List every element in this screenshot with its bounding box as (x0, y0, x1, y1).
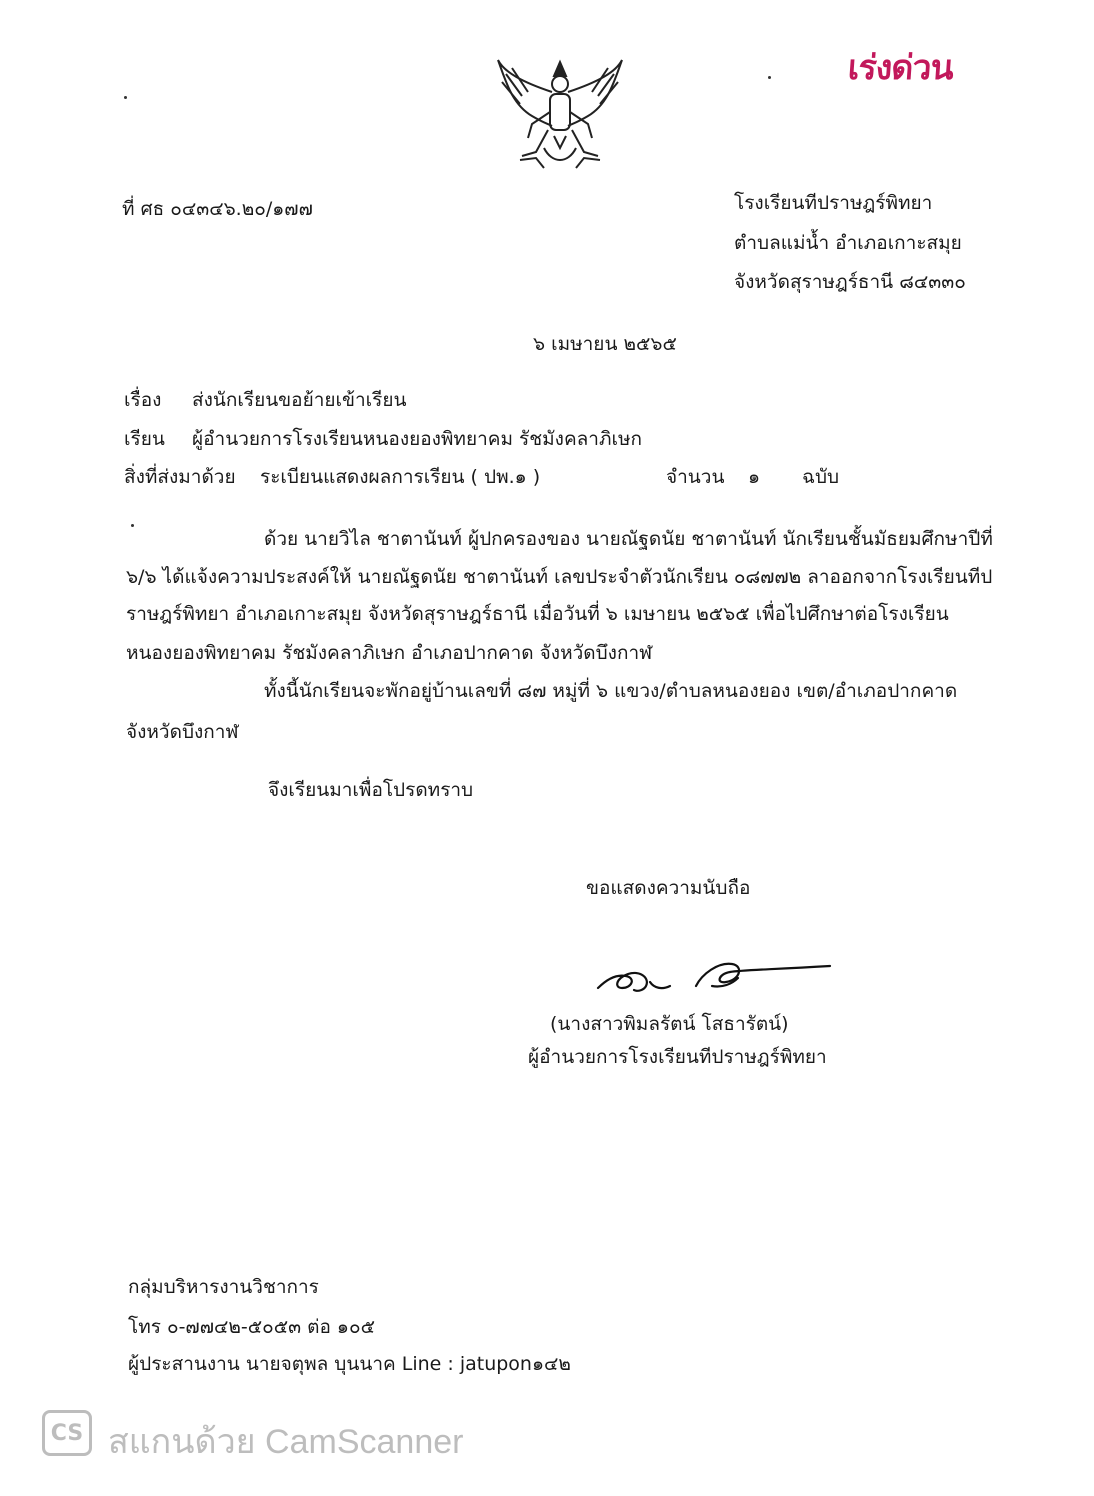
school-subdistrict: ตำบลแม่น้ำ อำเภอเกาะสมุย (734, 232, 962, 254)
complimentary-close: ขอแสดงความนับถือ (586, 877, 751, 899)
subject-label: เรื่อง (124, 389, 162, 411)
body-line: ด้วย นายวิไล ชาตานันท์ ผู้ปกครองของ นายณัฐดนัย ชาตานันท์ นักเรียนชั้นมัธยมศึกษาปีที่ (264, 528, 993, 550)
recipient-label: เรียน (124, 428, 165, 450)
urgent-stamp: เร่งด่วน (846, 48, 955, 88)
scan-speck (124, 96, 127, 99)
body-line: จังหวัดบึงกาฬ (126, 721, 239, 743)
enclosure-amount: ๑ (748, 466, 761, 488)
body-line: ทั้งนี้นักเรียนจะพักอยู่บ้านเลขที่ ๘๗ หมู่ที่ ๖ แขวง/ตำบลหนองยอง เขต/อำเภอปากคาด (264, 680, 958, 702)
reference-number: ที่ ศธ ๐๔๓๔๖.๒๐/๑๗๗ (122, 198, 313, 220)
body-line: หนองยองพิทยาคม รัชมังคลาภิเษก อำเภอปากคาด จังหวัดบึงกาฬ (126, 642, 653, 664)
signatory-position: ผู้อำนวยการโรงเรียนทีปราษฎร์พิทยา (528, 1046, 827, 1068)
enclosure-unit: ฉบับ (802, 466, 840, 488)
camscanner-logo-icon: CS (42, 1410, 92, 1456)
enclosure-amount-label: จำนวน (666, 466, 725, 488)
subject-text: ส่งนักเรียนขอย้ายเข้าเรียน (192, 389, 407, 411)
enclosure-label: สิ่งที่ส่งมาด้วย (124, 466, 236, 488)
letter-date: ๖ เมษายน ๒๕๖๕ (533, 333, 677, 355)
footer-department: กลุ่มบริหารงานวิชาการ (128, 1276, 319, 1298)
school-province: จังหวัดสุราษฎร์ธานี ๘๔๓๓๐ (734, 271, 966, 293)
recipient-text: ผู้อำนวยการโรงเรียนหนองยองพิทยาคม รัชมังคลาภิเษก (192, 428, 643, 450)
enclosure-text: ระเบียนแสดงผลการเรียน ( ปพ.๑ ) (260, 466, 541, 488)
footer-phone: โทร ๐-๗๗๔๒-๕๐๕๓ ต่อ ๑๐๕ (128, 1316, 375, 1338)
handwritten-signature (592, 952, 836, 1002)
scan-speck (768, 76, 771, 79)
closing-request: จึงเรียนมาเพื่อโปรดทราบ (268, 779, 474, 801)
signatory-name: (นางสาวพิมลรัตน์ โสธารัตน์) (550, 1013, 789, 1035)
body-line: ราษฎร์พิทยา อำเภอเกาะสมุย จังหวัดสุราษฎร์ธานี เมื่อวันที่ ๖ เมษายน ๒๕๖๕ เพื่อไปศึกษาต่อโรงเรียน (126, 603, 949, 625)
body-line: ๖/๖ ได้แจ้งความประสงค์ให้ นายณัฐดนัย ชาตานันท์ เลขประจำตัวนักเรียน ๐๘๗๗๒ ลาออกจากโรงเรียนทีป (126, 566, 993, 588)
scan-speck (131, 524, 134, 527)
footer-coordinator: ผู้ประสานงาน นายจตุพล บุนนาค Line : jatupon๑๔๒ (128, 1353, 571, 1375)
school-name: โรงเรียนทีปราษฎร์พิทยา (734, 192, 933, 214)
camscanner-watermark: สแกนด้วย CamScanner (108, 1423, 464, 1461)
garuda-emblem (492, 52, 628, 176)
